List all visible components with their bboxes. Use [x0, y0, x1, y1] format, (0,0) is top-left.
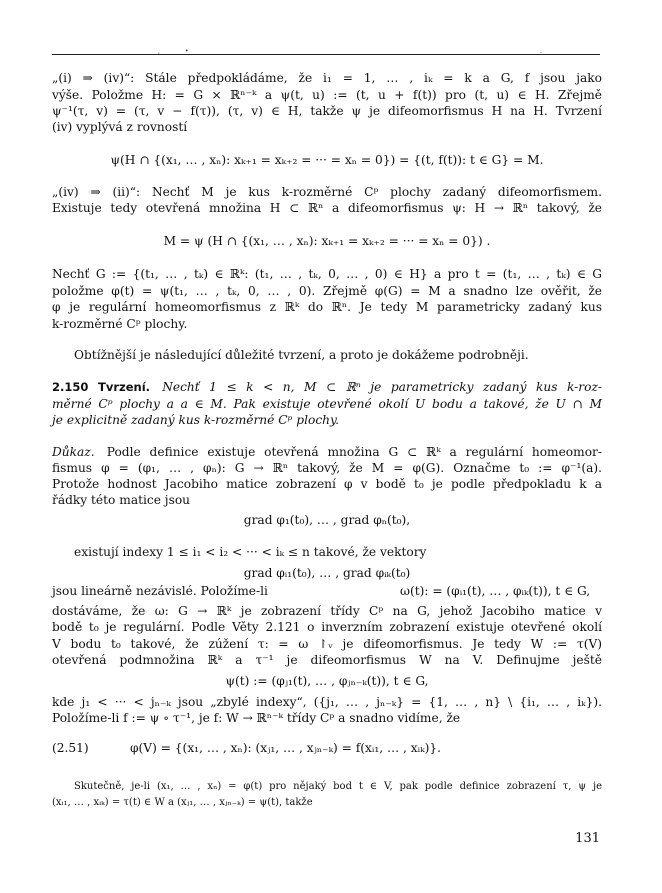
line-text: řádky této matice jsou: [52, 493, 191, 507]
text-line-l24b: [400, 584, 612, 599]
equation-body: φ(V) = {(x₁, … , xₙ): (xⱼ₁, … , xⱼₙ₋ₖ) = f(xᵢ₁, … , xᵢₖ)}.: [130, 741, 441, 755]
line-text: grad φ₁(t₀), … , grad φₙ(t₀),: [243, 513, 411, 527]
line-text: Obtížnější je následující důležité tvrzení, a proto je dokážeme podrobněji.: [74, 348, 529, 362]
text-line-l12: [52, 317, 602, 332]
line-text: grad φᵢ₁(t₀), … , grad φᵢₖ(t₀): [243, 566, 411, 580]
header-mark-3: .: [540, 48, 542, 55]
line-text: ψ(t) := (φⱼ₁(t), … , φⱼₙ₋ₖ(t)), t ∈ G,: [225, 674, 429, 688]
text-line-l08: [52, 234, 602, 249]
proof-label: Důkaz.: [52, 445, 95, 459]
text-line-l14: [52, 380, 602, 395]
line-text: jsou lineárně nezávislé. Položíme-li: [52, 584, 268, 598]
line-text: fismus φ = (φ₁, … , φₙ): G → ℝⁿ takový, že M = φ(G). Označme t₀ := φ⁻¹(a).: [52, 461, 602, 475]
text-line-l18: [52, 461, 602, 476]
text-line-l34: [52, 795, 602, 810]
text-line-l16: [52, 413, 602, 428]
line-text: Položíme-li f := ψ ∘ τ⁻¹, je f: W → ℝⁿ⁻ᵏ třídy Cᵖ a snadno vidíme, že: [52, 711, 461, 725]
text-line-l09: [52, 267, 602, 282]
line-text: Existuje tedy otevřená množina H ⊂ ℝⁿ a difeomorfismus ψ: H → ℝⁿ takový, že: [52, 201, 602, 215]
line-text: Skutečně, je-li (x₁, … , xₙ) = φ(t) pro nějaký bod t ∈ V, pak podle definice zobrazení τ, ψ je: [74, 781, 602, 792]
line-text: (iv) vyplývá z rovností: [52, 120, 188, 134]
text-line-l32: [52, 741, 602, 756]
line-text: Protože hodnost Jacobiho matice zobrazení φ v bodě t₀ je podle předpokladu k a: [52, 477, 602, 491]
header-mark-2: •: [185, 48, 189, 55]
line-text: Nechť G := {(t₁, … , tₖ) ∈ ℝᵏ: (t₁, … , tₖ, 0, … , 0) ∈ H} a pro t = (t₁, … , tₖ) ∈ G: [52, 267, 602, 281]
text-line-l05: [52, 153, 602, 168]
text-line-l07: [52, 201, 602, 216]
line-text: ψ⁻¹(τ, v) = (τ, v − f(τ)), (τ, v) ∈ H, takže ψ je difeomorfismus H na H. Tvrzení: [52, 104, 602, 118]
line-text: Nechť 1 ≤ k < n, M ⊂ ℝⁿ je parametricky zadaný kus k-roz-: [162, 380, 602, 394]
text-line-l13: [52, 348, 602, 363]
text-line-l17: [52, 445, 602, 460]
line-text: (xᵢ₁, … , xᵢₖ) = τ(t) ∈ W a (xⱼ₁, … , xⱼₙ₋ₖ) = ψ(t), takže: [52, 797, 313, 808]
text-line-l11: [52, 300, 602, 315]
text-line-l15: [52, 397, 602, 412]
line-text: výše. Položme H: = G × ℝⁿ⁻ᵏ a ψ(t, u) := (t, u + f(t)) pro (t, u) ∈ H. Zřejmě: [52, 88, 602, 102]
line-text: M = ψ (H ∩ {(x₁, … , xₙ): xₖ₊₁ = xₖ₊₂ = ··· = xₙ = 0}) .: [163, 234, 491, 248]
text-line-l22: [52, 545, 602, 560]
text-line-l03: [52, 104, 602, 119]
line-text: V bodu t₀ takové, že zúžení τ: = ω ↾ᵥ je difeomorfismus. Je tedy W := τ(V): [52, 637, 602, 651]
text-line-l30: [52, 695, 602, 710]
header-mark-1: ,: [158, 48, 160, 55]
line-text: položme φ(t) = ψ(t₁, … , tₖ, 0, … , 0). Zřejmě φ(G) = M a snadno lze ověřit, že: [52, 284, 602, 298]
header-rule: [52, 54, 600, 55]
line-text: otevřená podmnožina ℝᵏ a τ⁻¹ je difeomorfismus W na V. Definujme ještě: [52, 653, 602, 667]
equation-number: (2.51): [52, 741, 89, 755]
text-line-l19: [52, 477, 602, 492]
text-line-l10: [52, 284, 602, 299]
text-line-l23: [52, 566, 602, 581]
text-line-l01: [52, 71, 602, 86]
text-line-l28: [52, 653, 602, 668]
page-number: 131: [575, 831, 600, 846]
line-text: φ je regulární homeomorfismus z ℝᵏ do ℝⁿ. Je tedy M parametricky zadaný kus: [52, 300, 602, 314]
line-text: ψ(H ∩ {(x₁, … , xₙ): xₖ₊₁ = xₖ₊₂ = ··· = xₙ = 0}) = {(t, f(t)): t ∈ G} = M.: [110, 153, 544, 167]
line-text: k-rozměrné Cᵖ plochy.: [52, 317, 188, 331]
line-text: kde j₁ < ··· < jₙ₋ₖ jsou „zbylé indexy“, ({j₁, … , jₙ₋ₖ} = {1, … , n} \ {i₁, … , iₖ}).: [52, 695, 602, 709]
theorem-label: 2.150 Tvrzení.: [52, 380, 151, 394]
line-text: Podle definice existuje otevřená množina G ⊂ ℝᵏ a regulární homeomor-: [106, 445, 602, 459]
text-line-l27: [52, 637, 602, 652]
line-text: bodě t₀ je regulární. Podle Věty 2.121 o inverzním zobrazení existuje otevřené okolí: [52, 620, 602, 634]
text-line-l06: [52, 185, 602, 200]
line-text: měrné Cᵖ plochy a a ∈ M. Pak existuje otevřené okolí U bodu a takové, že U ∩ M: [52, 397, 602, 411]
line-text: „(iv) ⇒ (ii)“: Nechť M je kus k-rozměrné Cᵖ plochy zadaný difeomorfismem.: [52, 185, 602, 199]
text-line-l25: [52, 604, 602, 619]
text-line-l31: [52, 711, 602, 726]
formula-omega: ω(t): = (φᵢ₁(t), … , φᵢₖ(t)), t ∈ G,: [400, 584, 591, 598]
line-text: dostáváme, že ω: G → ℝᵏ je zobrazení třídy Cᵖ na G, jehož Jacobiho matice v: [52, 604, 602, 618]
text-line-l02: [52, 88, 602, 103]
text-line-l29: [52, 674, 602, 689]
line-text: „(i) ⇒ (iv)“: Stále předpokládáme, že i₁ = 1, … , iₖ = k a G, f jsou jako: [52, 71, 602, 85]
text-line-l20: [52, 493, 602, 508]
text-line-l33: [52, 779, 602, 794]
text-line-l21: [52, 513, 602, 528]
text-line-l04: [52, 120, 602, 135]
line-text: existují indexy 1 ≤ i₁ < i₂ < ··· < iₖ ≤ n takové, že vektory: [74, 545, 427, 559]
text-line-l26: [52, 620, 602, 635]
line-text: je explicitně zadaný kus k-rozměrné Cᵖ plochy.: [52, 413, 340, 427]
